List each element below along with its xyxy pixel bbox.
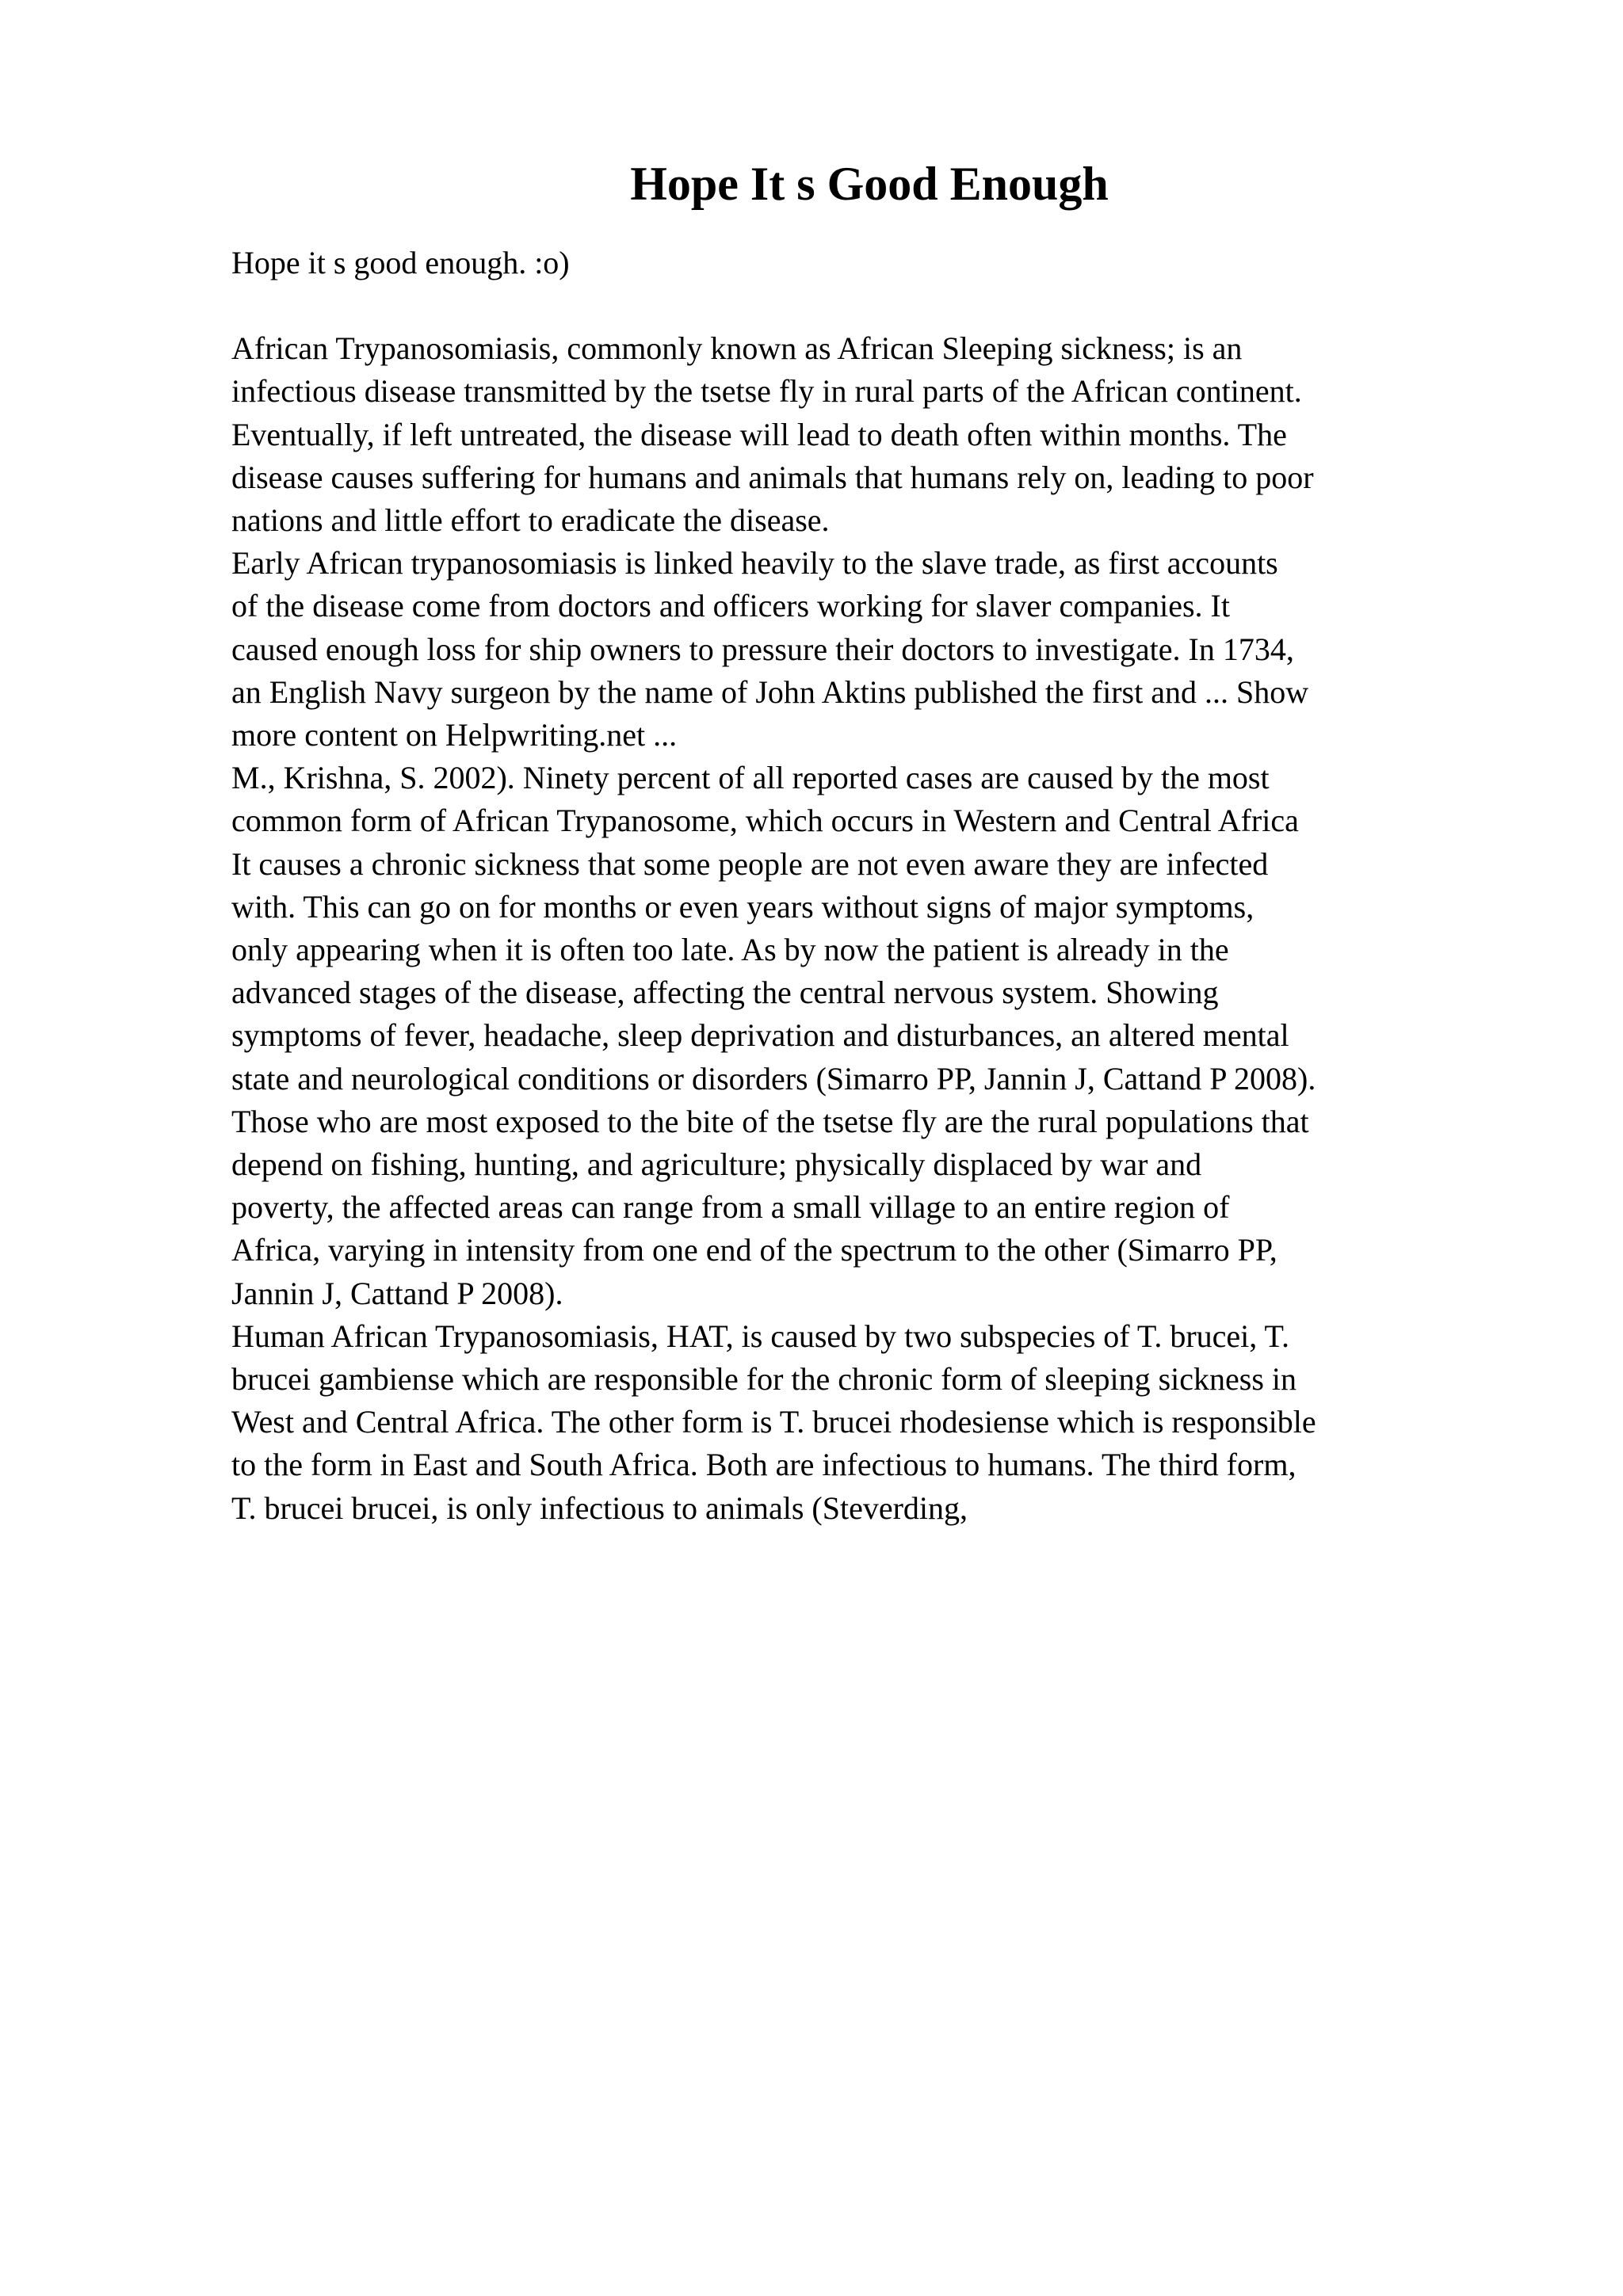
body-line: Jannin J, Cattand P 2008). [231, 1275, 563, 1311]
body-line: Eventually, if left untreated, the disease will lead to death often within months. The [231, 416, 1287, 452]
body-line: nations and little effort to eradicate the disease. [231, 502, 830, 539]
body-line: Early African trypanosomiasis is linked heavily to the slave trade, as first accounts [231, 545, 1278, 582]
body-line: brucei gambiense which are responsible for the chronic form of sleeping sickness in [231, 1361, 1297, 1398]
body-line: disease causes suffering for humans and animals that humans rely on, leading to poor [231, 459, 1314, 495]
body-line: symptoms of fever, headache, sleep deprivation and disturbances, an altered mental [231, 1017, 1289, 1054]
body-line: of the disease come from doctors and officers working for slaver companies. It [231, 588, 1230, 624]
document-title: Hope It s Good Enough [630, 158, 1109, 210]
body-line: common form of African Trypanosome, which occurs in Western and Central Africa [231, 803, 1299, 839]
document-body [231, 242, 1531, 1530]
body-line: only appearing when it is often too late. As by now the patient is already in the [231, 932, 1229, 968]
body-line: African Trypanosomiasis, commonly known as African Sleeping sickness; is an [231, 330, 1243, 367]
body-line: West and Central Africa. The other form is T. brucei rhodesiense which is responsible [231, 1404, 1316, 1440]
body-line: Human African Trypanosomiasis, HAT, is caused by two subspecies of T. brucei, T. [231, 1318, 1289, 1354]
body-line: state and neurological conditions or disorders (Simarro PP, Jannin J, Cattand P 2008). [231, 1060, 1316, 1097]
intro-line: Hope it s good enough. :o) [231, 245, 570, 280]
body-line: Those who are most exposed to the bite of the tsetse fly are the rural populations that [231, 1103, 1309, 1139]
body-line: an English Navy surgeon by the name of John Aktins published the first and ... Show [231, 673, 1309, 710]
body-line: caused enough loss for ship owners to pressure their doctors to investigate. In 1734, [231, 631, 1294, 667]
body-line: M., Krishna, S. 2002). Ninety percent of all reported cases are caused by the most [231, 760, 1270, 796]
body-line: Africa, varying in intensity from one end of the spectrum to the other (Simarro PP, [231, 1232, 1277, 1268]
body-line: depend on fishing, hunting, and agriculture; physically displaced by war and [231, 1146, 1202, 1183]
paragraph-spacer [231, 284, 1531, 327]
body-line: with. This can go on for months or even years without signs of major symptoms, [231, 888, 1254, 925]
body-line: to the form in East and South Africa. Both are infectious to humans. The third form, [231, 1447, 1296, 1483]
body-line: advanced stages of the disease, affecting the central nervous system. Showing [231, 974, 1219, 1011]
body-line: poverty, the affected areas can range from a small village to an entire region of [231, 1189, 1230, 1226]
body-line: T. brucei brucei, is only infectious to animals (Steverding, [231, 1489, 968, 1526]
body-line: infectious disease transmitted by the tsetse fly in rural parts of the African continent. [231, 373, 1302, 410]
body-line: more content on Helpwriting.net ... [231, 717, 678, 753]
body-line: It causes a chronic sickness that some people are not even aware they are infected [231, 845, 1269, 882]
